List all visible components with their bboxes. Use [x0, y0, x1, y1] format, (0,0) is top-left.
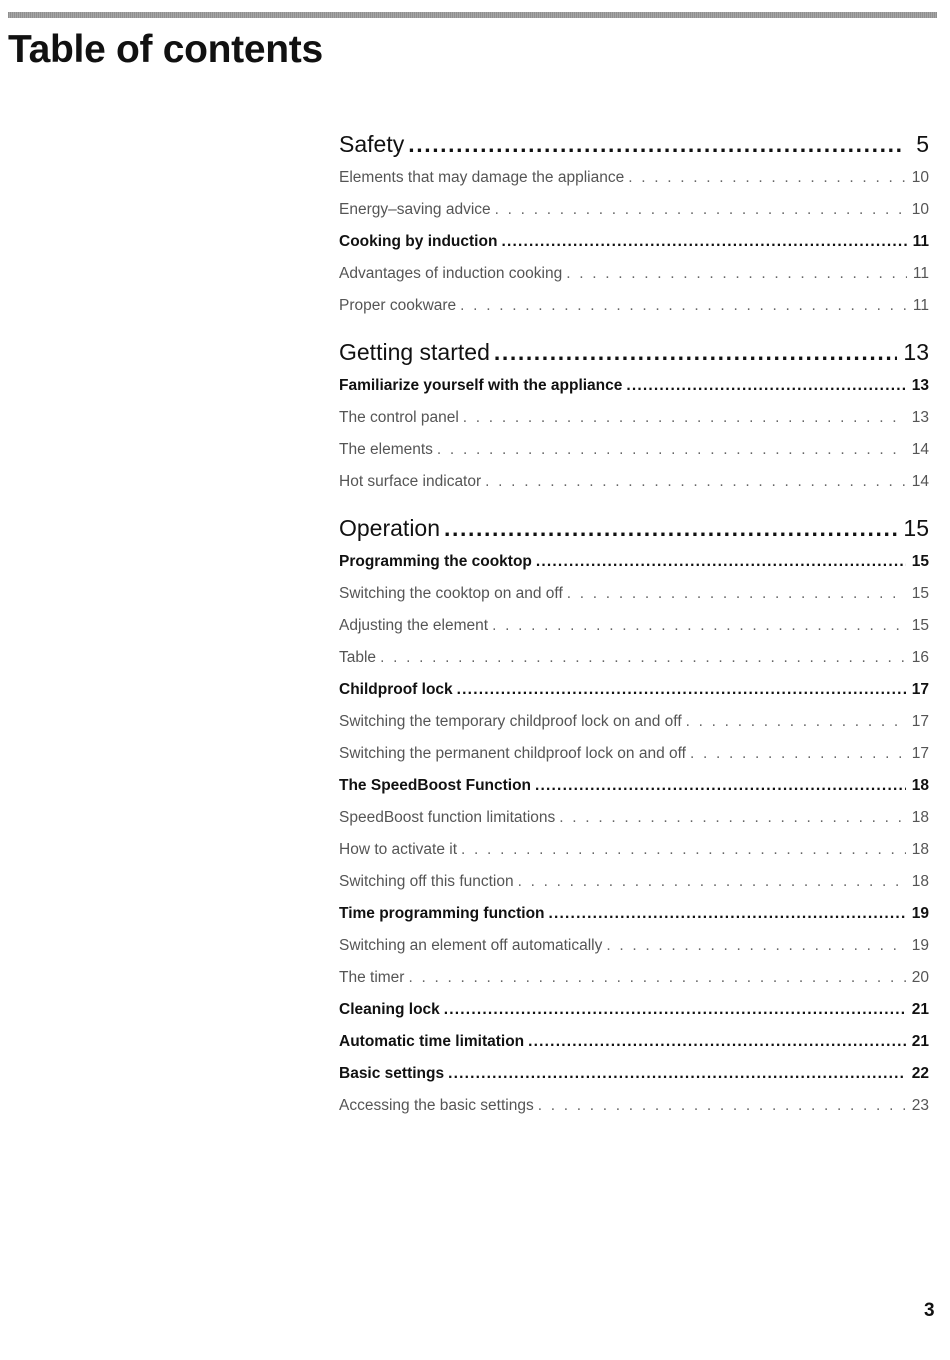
dot-leader	[690, 738, 906, 770]
dot-leader	[518, 866, 906, 898]
toc-entry-page: 20	[911, 969, 929, 986]
toc-entry-page: 18	[911, 841, 929, 858]
toc-entry-page: 16	[911, 649, 929, 666]
toc-entry-page: 15	[911, 585, 929, 602]
toc-entry-title: Switching the permanent childproof lock on and off	[339, 745, 686, 762]
toc-item[interactable]	[339, 578, 929, 610]
toc-item[interactable]	[339, 930, 929, 962]
toc-entry-title: Switching the temporary childproof lock on and off	[339, 713, 682, 730]
toc-item[interactable]	[339, 802, 929, 834]
toc-entry-title: The control panel	[339, 409, 459, 426]
toc-entry-page: 18	[911, 777, 929, 794]
dot-leader	[686, 706, 906, 738]
dot-leader	[448, 1058, 906, 1090]
toc-entry-title: Proper cookware	[339, 297, 457, 314]
toc-item[interactable]	[339, 866, 929, 898]
dot-leader	[559, 802, 905, 834]
page-title: Table of contents	[8, 28, 323, 71]
toc-entry-title: The timer	[339, 969, 405, 986]
toc-subsection[interactable]	[339, 770, 929, 802]
toc-section[interactable]	[339, 334, 929, 370]
toc-entry-title: Familiarize yourself with the appliance	[339, 377, 623, 394]
toc-section-page: 5	[916, 131, 929, 157]
dot-leader	[380, 642, 906, 674]
toc-item[interactable]	[339, 834, 929, 866]
toc-item[interactable]	[339, 642, 929, 674]
dot-leader	[626, 370, 905, 402]
toc-entry-title: Energy–saving advice	[339, 201, 491, 218]
toc-entry-page: 10	[911, 169, 929, 186]
toc-entry-page: 14	[911, 473, 929, 490]
dot-leader	[437, 434, 906, 466]
toc-entry-title: Adjusting the element	[339, 617, 489, 634]
toc-section-page: 13	[903, 339, 929, 365]
toc-entry-title: Table	[339, 649, 377, 666]
toc-entry-title: Childproof lock	[339, 681, 453, 698]
toc-item[interactable]	[339, 738, 929, 770]
toc-entry-page: 19	[911, 905, 929, 922]
toc-item[interactable]	[339, 610, 929, 642]
toc-item[interactable]	[339, 706, 929, 738]
toc-section[interactable]	[339, 510, 929, 546]
toc-entry-page: 21	[911, 1001, 929, 1018]
toc-entry-page: 15	[911, 553, 929, 570]
page-number: 3	[924, 1300, 935, 1321]
toc-item[interactable]	[339, 466, 929, 498]
toc-entry-title: The SpeedBoost Function	[339, 777, 532, 794]
dot-leader	[528, 1026, 906, 1058]
dot-leader	[408, 126, 903, 162]
dot-leader	[501, 226, 906, 258]
dot-leader	[628, 162, 906, 194]
dot-leader	[485, 466, 906, 498]
toc-section-title: Operation	[339, 515, 441, 541]
toc-entry-title: Switching an element off automatically	[339, 937, 603, 954]
dot-leader	[460, 290, 907, 322]
toc-entry-title: Accessing the basic settings	[339, 1097, 534, 1114]
dot-leader	[606, 930, 905, 962]
toc-entry-page: 13	[911, 409, 929, 426]
toc-subsection[interactable]	[339, 1058, 929, 1090]
dot-leader	[444, 994, 906, 1026]
toc-entry-title: Switching the cooktop on and off	[339, 585, 563, 602]
table-of-contents	[339, 126, 929, 1122]
dot-leader	[536, 546, 906, 578]
dot-leader	[535, 770, 906, 802]
toc-entry-title: Programming the cooktop	[339, 553, 532, 570]
toc-subsection[interactable]	[339, 674, 929, 706]
toc-item[interactable]	[339, 1090, 929, 1122]
toc-entry-page: 23	[911, 1097, 929, 1114]
toc-entry-page: 17	[911, 713, 929, 730]
toc-entry-title: SpeedBoost function limitations	[339, 809, 556, 826]
dot-leader	[492, 610, 906, 642]
toc-entry-title: The elements	[339, 441, 433, 458]
toc-section-title: Safety	[339, 131, 405, 157]
toc-item[interactable]	[339, 162, 929, 194]
toc-entry-page: 17	[911, 745, 929, 762]
toc-subsection[interactable]	[339, 1026, 929, 1058]
dot-leader	[461, 834, 906, 866]
dot-leader	[549, 898, 906, 930]
toc-item[interactable]	[339, 434, 929, 466]
toc-item[interactable]	[339, 402, 929, 434]
toc-entry-title: Cleaning lock	[339, 1001, 440, 1018]
toc-entry-page: 19	[911, 937, 929, 954]
dot-leader	[494, 334, 898, 370]
toc-section-title: Getting started	[339, 339, 490, 365]
toc-entry-page: 11	[912, 265, 929, 282]
toc-entry-title: Basic settings	[339, 1065, 445, 1082]
dot-leader	[495, 194, 906, 226]
toc-entry-page: 17	[911, 681, 929, 698]
toc-item[interactable]	[339, 194, 929, 226]
toc-item[interactable]	[339, 962, 929, 994]
toc-item[interactable]	[339, 290, 929, 322]
toc-section[interactable]	[339, 126, 929, 162]
toc-entry-page: 13	[911, 377, 929, 394]
toc-entry-title: Switching off this function	[339, 873, 514, 890]
toc-subsection[interactable]	[339, 898, 929, 930]
toc-section-page: 15	[903, 515, 929, 541]
toc-entry-title: Time programming function	[339, 905, 545, 922]
toc-subsection[interactable]	[339, 226, 929, 258]
toc-subsection[interactable]	[339, 370, 929, 402]
toc-entry-title: Advantages of induction cooking	[339, 265, 563, 282]
toc-entry-page: 11	[912, 233, 929, 250]
toc-subsection[interactable]	[339, 994, 929, 1026]
dot-leader	[566, 258, 907, 290]
dot-leader	[408, 962, 905, 994]
toc-entry-title: How to activate it	[339, 841, 458, 858]
toc-entry-title: Elements that may damage the appliance	[339, 169, 625, 186]
toc-entry-page: 10	[911, 201, 929, 218]
toc-entry-title: Automatic time limitation	[339, 1033, 525, 1050]
toc-entry-page: 11	[912, 297, 929, 314]
toc-entry-page: 18	[911, 873, 929, 890]
toc-entry-title: Hot surface indicator	[339, 473, 482, 490]
dot-leader	[567, 578, 906, 610]
toc-entry-page: 14	[911, 441, 929, 458]
dot-leader	[444, 510, 897, 546]
toc-entry-title: Cooking by induction	[339, 233, 498, 250]
toc-entry-page: 18	[911, 809, 929, 826]
toc-entry-page: 21	[911, 1033, 929, 1050]
toc-item[interactable]	[339, 258, 929, 290]
top-rule	[8, 12, 937, 18]
dot-leader	[463, 402, 906, 434]
toc-entry-page: 22	[911, 1065, 929, 1082]
toc-subsection[interactable]	[339, 546, 929, 578]
dot-leader	[457, 674, 906, 706]
toc-entry-page: 15	[911, 617, 929, 634]
dot-leader	[538, 1090, 906, 1122]
